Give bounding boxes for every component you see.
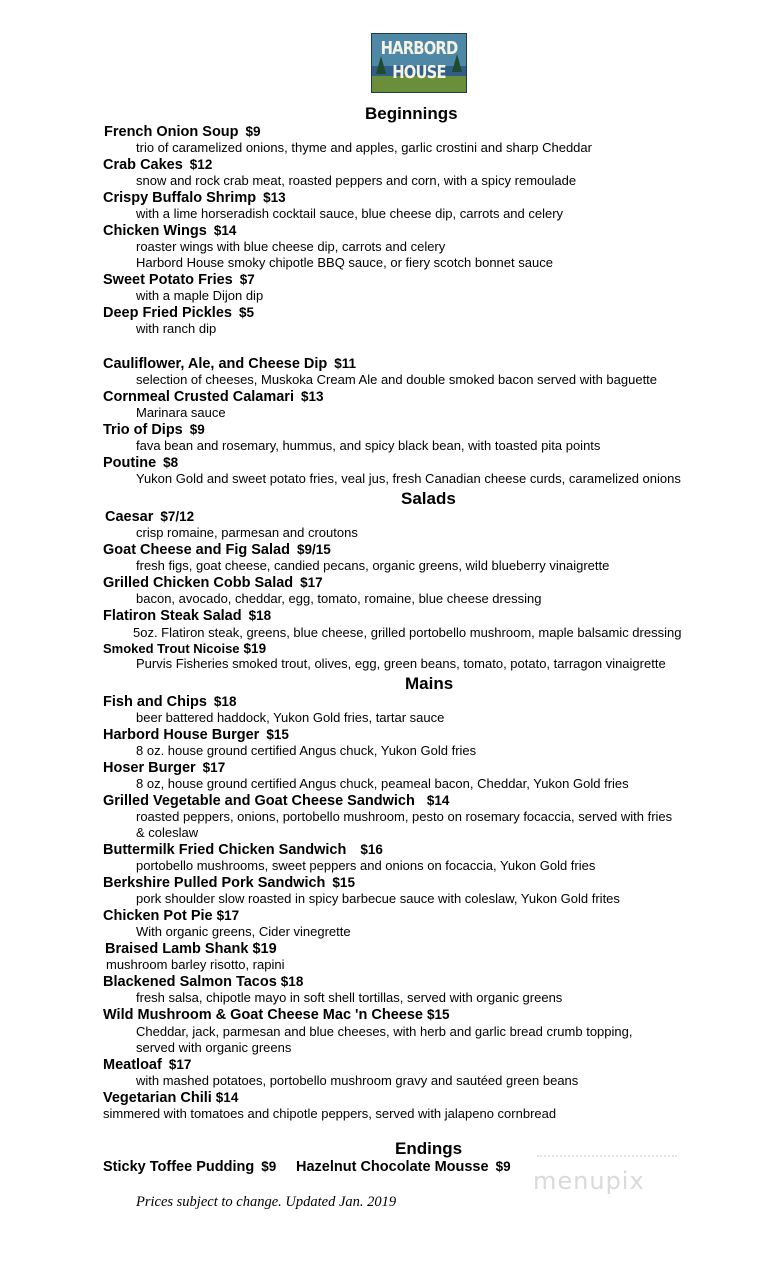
menu-item-name: Trio of Dips $9 <box>103 422 205 438</box>
menu-item-description: snow and rock crab meat, roasted peppers and corn, with a spicy remoulade <box>136 173 577 188</box>
menu-item-description: bacon, avocado, cheddar, egg, tomato, romaine, blue cheese dressing <box>136 591 542 606</box>
menu-item-name: Cornmeal Crusted Calamari $13 <box>103 389 324 405</box>
menu-item-price: $15 <box>332 875 355 890</box>
menu-item-price: $18 <box>248 608 272 623</box>
harbord-house-logo <box>371 33 467 93</box>
menu-item-name: Flatiron Steak Salad $18 <box>103 608 272 624</box>
menu-item-description: With organic greens, Cider vinegrette <box>136 924 351 939</box>
menu-item-description: with a maple Dijon dip <box>136 288 264 303</box>
menu-item-description: selection of cheeses, Muskoka Cream Ale and double smoked bacon served with baguette <box>136 372 658 387</box>
menu-item-price: $19 <box>243 641 267 656</box>
menu-item-price: $12 <box>189 157 213 172</box>
menu-item-price: $13 <box>300 389 324 404</box>
menu-item-name: Cauliflower, Ale, and Cheese Dip $11 <box>103 356 357 372</box>
menu-item-name: Crispy Buffalo Shrimp $13 <box>103 190 286 206</box>
menu-item-name: Grilled Vegetable and Goat Cheese Sandwich $14 <box>103 793 450 809</box>
menu-item-price: $16 <box>360 842 383 857</box>
menu-item-description: with a lime horseradish cocktail sauce, blue cheese dip, carrots and celery <box>136 206 564 221</box>
menu-item-price: $11 <box>334 356 357 371</box>
menu-item-name: Meatloaf $17 <box>103 1057 192 1073</box>
watermark-decoration <box>537 1155 677 1161</box>
menu-item-description: served with organic greens <box>136 1040 292 1055</box>
menu-item-name: Poutine $8 <box>103 455 179 471</box>
menu-item-name: Crab Cakes $12 <box>103 157 213 173</box>
logo-line-1: HARBORD <box>380 38 458 59</box>
section-heading-mains: Mains <box>405 674 454 693</box>
menu-item-name: Blackened Salmon Tacos $18 <box>103 974 304 990</box>
section-heading-salads: Salads <box>401 489 456 508</box>
menu-item-price: $9/15 <box>296 542 331 557</box>
menupix-watermark: menupix <box>533 1167 645 1195</box>
menu-item-description: portobello mushrooms, sweet peppers and onions on focaccia, Yukon Gold fries <box>136 858 596 873</box>
menu-item-name: Chicken Wings $14 <box>103 223 237 239</box>
price-disclaimer: Prices subject to change. Updated Jan. 2019 <box>136 1194 397 1210</box>
menu-item-price: $17 <box>168 1057 192 1072</box>
menu-item-price: $17 <box>202 760 226 775</box>
menu-item-description: roaster wings with blue cheese dip, carrots and celery <box>136 239 446 254</box>
logo-line-2: HOUSE <box>392 62 446 83</box>
menu-item-description: with mashed potatoes, portobello mushroom gravy and sautéed green beans <box>136 1073 579 1088</box>
menu-item-name: Harbord House Burger $15 <box>103 727 289 743</box>
menu-item-price: $13 <box>263 190 286 205</box>
menu-item-description: trio of caramelized onions, thyme and apples, garlic crostini and sharp Cheddar <box>136 140 592 155</box>
menu-item-description: simmered with tomatoes and chipotle peppers, served with jalapeno cornbread <box>103 1106 557 1121</box>
menu-item-name: Braised Lamb Shank $19 <box>105 941 277 957</box>
menu-item-price: $9 <box>245 124 261 139</box>
menu-item-description: & coleslaw <box>136 825 199 840</box>
menu-item-name: Smoked Trout Nicoise $19 <box>103 641 267 656</box>
menu-item-price: $17 <box>216 908 240 923</box>
menu-item-price: $14 <box>426 793 450 808</box>
menu-item-name: Caesar $7/12 <box>105 509 195 525</box>
menu-item-price: $9 <box>189 422 205 437</box>
menu-item-name: Hazelnut Chocolate Mousse $9 <box>296 1159 511 1175</box>
menu-item-price: $18 <box>213 694 237 709</box>
menu-item-name: Grilled Chicken Cobb Salad $17 <box>103 575 323 591</box>
menu-item-name: Chicken Pot Pie $17 <box>103 908 240 924</box>
menu-item-description: Harbord House smoky chipotle BBQ sauce, or fiery scotch bonnet sauce <box>136 255 553 270</box>
menu-item-description: Yukon Gold and sweet potato fries, veal jus, fresh Canadian cheese curds, caramelized onions <box>136 471 681 486</box>
menu-item-description: Purvis Fisheries smoked trout, olives, egg, green beans, tomato, potato, tarragon vinaigrette <box>136 656 666 671</box>
menu-item-name: Goat Cheese and Fig Salad $9/15 <box>103 542 331 558</box>
menu-item-description: roasted peppers, onions, portobello mushroom, pesto on rosemary focaccia, served with fries <box>136 809 673 824</box>
menu-item-description: 8 oz. house ground certified Angus chuck, Yukon Gold fries <box>136 743 477 758</box>
menu-item-name: Sweet Potato Fries $7 <box>103 272 255 288</box>
menu-item-name: Berkshire Pulled Pork Sandwich $15 <box>103 875 355 891</box>
menu-item-price: $9 <box>495 1159 511 1174</box>
section-heading-endings: Endings <box>395 1139 463 1158</box>
menu-item-name: Fish and Chips $18 <box>103 694 237 710</box>
menu-item-price: $7/12 <box>160 509 195 524</box>
menu-item-description: 8 oz, house ground certified Angus chuck, peameal bacon, Cheddar, Yukon Gold fries <box>136 776 629 791</box>
menu-item-description: fresh figs, goat cheese, candied pecans, organic greens, wild blueberry vinaigrette <box>136 558 610 573</box>
menu-item-name: Vegetarian Chili $14 <box>103 1090 239 1106</box>
menu-item-price: $17 <box>300 575 323 590</box>
menu-item-price: $14 <box>213 223 237 238</box>
menu-item-price: $19 <box>252 941 277 957</box>
section-heading-beginnings: Beginnings <box>365 104 458 123</box>
menu-item-description: beer battered haddock, Yukon Gold fries, tartar sauce <box>136 710 445 725</box>
menu-item-name: Hoser Burger $17 <box>103 760 226 776</box>
menu-item-price: $9 <box>261 1159 277 1174</box>
menu-item-description: pork shoulder slow roasted in spicy barbecue sauce with coleslaw, Yukon Gold frites <box>136 891 620 906</box>
menu-item-name: French Onion Soup $9 <box>104 124 261 140</box>
menu-item-price: $5 <box>238 305 254 320</box>
menu-item-description: crisp romaine, parmesan and croutons <box>136 525 358 540</box>
menu-item-price: $15 <box>266 727 289 742</box>
menu-item-price: $8 <box>163 455 179 470</box>
menu-item-description: mushroom barley risotto, rapini <box>106 957 285 972</box>
menu-item-name: Wild Mushroom & Goat Cheese Mac 'n Cheese $15 <box>103 1007 450 1023</box>
menu-item-price: $7 <box>239 272 255 287</box>
menu-item-name: Deep Fried Pickles $5 <box>103 305 254 321</box>
menu-item-description: 5oz. Flatiron steak, greens, blue cheese, grilled portobello mushroom, maple balsamic dressing <box>133 625 682 640</box>
menu-item-description: fava bean and rosemary, hummus, and spicy black bean, with toasted pita points <box>136 438 601 453</box>
menu-item-description: with ranch dip <box>136 321 217 336</box>
menu-item-description: Marinara sauce <box>136 405 226 420</box>
menu-item-description: fresh salsa, chipotle mayo in soft shell tortillas, served with organic greens <box>136 990 563 1005</box>
menu-item-description: Cheddar, jack, parmesan and blue cheeses, with herb and garlic bread crumb topping, <box>136 1024 633 1039</box>
menu-item-name: Sticky Toffee Pudding $9 <box>103 1159 277 1175</box>
menu-item-name: Buttermilk Fried Chicken Sandwich $16 <box>103 842 383 858</box>
menu-item-price: $18 <box>280 974 304 989</box>
menu-item-price: $15 <box>426 1007 450 1022</box>
menu-item-price: $14 <box>215 1090 239 1105</box>
